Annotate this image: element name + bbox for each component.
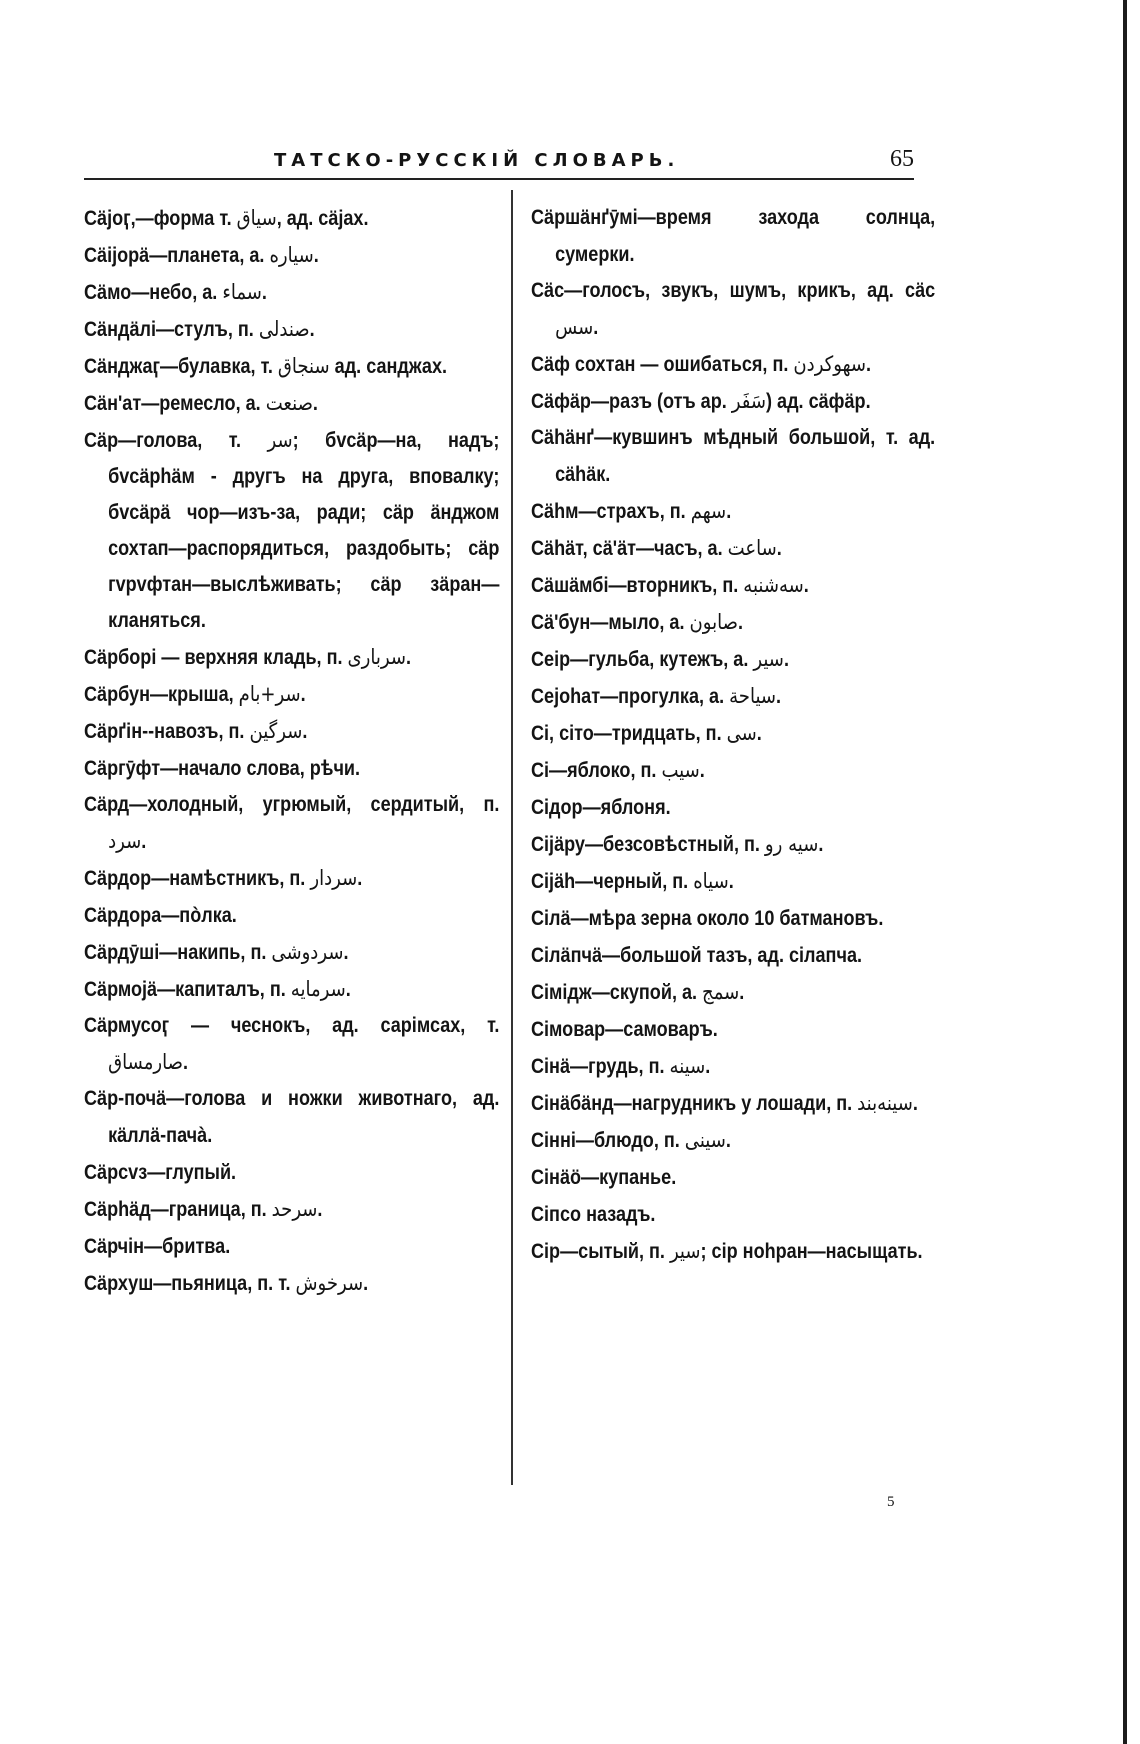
definition-tail: .: [357, 867, 363, 890]
arabic-script: سمج: [702, 980, 740, 1004]
dictionary-entry: [531, 1159, 935, 1196]
entry-separator: —: [570, 1055, 589, 1078]
entry-separator: —: [150, 1198, 169, 1221]
definition: мѣра зерна около 10 батмановъ.: [588, 907, 884, 930]
definition-tail: .: [182, 1051, 188, 1074]
headword: Сiнäö: [531, 1166, 582, 1189]
headword: Сäргӯфт: [84, 757, 161, 780]
headword: Сiнäбäнд: [531, 1092, 614, 1115]
entry-separator: —: [608, 574, 627, 597]
headword: Сijäру: [531, 833, 585, 856]
definition: планета, а.: [167, 244, 270, 267]
headword: Сiлä: [531, 907, 571, 930]
dictionary-entry: [84, 639, 499, 676]
definition: голова и ножки животнаго, ад. кäллä-пачà.: [108, 1087, 500, 1147]
dictionary-entry: [84, 713, 499, 750]
definition: бритва.: [162, 1235, 231, 1258]
arabic-script: سیاق: [236, 206, 277, 230]
headword: Сäр: [84, 429, 119, 452]
page-edge-line: [1123, 0, 1127, 1744]
dictionary-entry: [84, 971, 499, 1008]
definition-tail: .: [739, 981, 745, 1004]
definition: черный, п.: [593, 870, 694, 893]
definition: крыша,: [168, 683, 239, 706]
definition: небо, а.: [149, 281, 223, 304]
definition-tail: .: [726, 500, 732, 523]
headword: Сäфäр: [531, 390, 591, 413]
dictionary-entry: [84, 422, 499, 639]
dictionary-entry: [531, 900, 935, 937]
definition-tail: ; бvсäр—на, надъ; бvсäрhäм - другъ на друга, вповалку; бvсäрä чор—изъ-за, ради; сäр äнджом сохтап—распорядиться, раздобыть; сäр гvрvфтан—выслѣживать; сäр зäран—кланяться.: [108, 429, 500, 632]
definition-tail: .: [309, 318, 315, 341]
definition-tail: ) ад. сäфäр.: [766, 390, 871, 413]
headword: Сä'бун: [531, 611, 591, 634]
arabic-script: سر: [267, 428, 293, 452]
definition-tail: .: [783, 648, 789, 671]
dictionary-entry: [531, 493, 935, 530]
entry-separator: —: [131, 281, 150, 304]
definition: грудь, п.: [588, 1055, 670, 1078]
definition-tail: .: [406, 646, 412, 669]
entry-separator: —: [591, 981, 610, 1004]
entry-separator: —: [118, 429, 137, 452]
column-divider: [511, 190, 513, 1485]
definition: вторникъ, п.: [626, 574, 744, 597]
headword: Сäjоӷ,: [84, 207, 136, 230]
definition: холодный, угрюмый, сердитый, п.: [147, 793, 500, 816]
entry-separator: —: [590, 390, 610, 413]
headword: Сiпсо: [531, 1203, 582, 1226]
dictionary-entry: [84, 1191, 499, 1228]
headword: Сäрдӯшi: [84, 941, 160, 964]
entry-separator: --: [142, 720, 155, 743]
headword: Сäijорä: [84, 244, 150, 267]
arabic-script: سینه‌بند: [857, 1091, 913, 1115]
definition: граница, п.: [168, 1198, 272, 1221]
entry-separator: —: [157, 978, 176, 1001]
headword: Сähäнґ: [531, 426, 595, 449]
definition: блюдо, п.: [593, 1129, 685, 1152]
arabic-script: سه‌شنبه: [743, 573, 804, 597]
definition: гульба, кутежъ, а.: [588, 648, 754, 671]
headword: Сäн'ат: [84, 392, 142, 415]
definition: скупой, а.: [609, 981, 703, 1004]
dictionary-entry: [84, 200, 499, 237]
definition: страхъ, п.: [596, 500, 691, 523]
arabic-script: سیاه: [693, 869, 729, 893]
headword: Сäс: [531, 279, 565, 302]
headword: Сäрхуш: [84, 1272, 154, 1295]
arabic-script: سهم: [690, 499, 727, 523]
dictionary-entry: [84, 1154, 499, 1191]
entry-separator: —: [570, 907, 589, 930]
entry-separator: —: [584, 833, 604, 856]
arabic-script: صندلی: [258, 317, 310, 341]
definition: время захода солнца, сумерки.: [555, 206, 936, 266]
arabic-script: سیاره: [269, 243, 314, 267]
definition: яблоко, п.: [567, 759, 662, 782]
headword: Сiр: [531, 1240, 561, 1263]
headword: Сijäh: [531, 870, 576, 893]
arabic-script: سی: [726, 721, 757, 745]
arabic-script: ساعت: [727, 536, 777, 560]
definition: сохтан — ошибаться, п.: [574, 353, 794, 376]
dictionary-entry: [531, 715, 935, 752]
dictionary-entry: [531, 567, 935, 604]
dictionary-entry: [531, 937, 935, 974]
definition: булавка, т.: [178, 355, 278, 378]
definition: капиталъ, п.: [175, 978, 291, 1001]
definition-tail: .: [776, 537, 782, 560]
headword: Сеiр: [531, 648, 571, 671]
headword: Сäрдор: [84, 867, 152, 890]
entry-separator: —: [590, 611, 609, 634]
definition: назадъ.: [586, 1203, 656, 1226]
entry-separator: —: [155, 318, 175, 341]
definition-tail: .: [141, 830, 147, 853]
dictionary-entry: [84, 897, 499, 934]
entry-separator: —: [149, 683, 169, 706]
headword: Сäрборi: [84, 646, 157, 669]
headword: Сäрд: [84, 793, 130, 816]
entry-separator: —: [602, 944, 621, 967]
definition: начало слова, рѣчи.: [178, 757, 361, 780]
dictionary-entry: [84, 676, 499, 713]
headword: Сiнä: [531, 1055, 571, 1078]
dictionary-entry: [531, 273, 935, 346]
dictionary-entry: [531, 420, 935, 493]
entry-separator: —: [161, 904, 180, 927]
definition: сытый, п.: [578, 1240, 670, 1263]
definition: верхняя кладь, п.: [184, 646, 348, 669]
entry-separator: —: [637, 206, 656, 229]
arabic-script: سس: [555, 315, 594, 339]
definition: стулъ, п.: [174, 318, 259, 341]
definition-tail: .: [912, 1092, 918, 1115]
definition-tail: .: [818, 833, 824, 856]
dictionary-entry: [84, 1228, 499, 1265]
dictionary-entry: [84, 787, 499, 860]
entry-separator: —: [141, 392, 160, 415]
entry-separator: —: [582, 796, 601, 819]
headword: Сäрґiн: [84, 720, 143, 743]
dictionary-entry: [531, 200, 935, 273]
definition: нагрудникъ у лошади, п.: [631, 1092, 858, 1115]
definition-tail: .: [803, 574, 809, 597]
entry-separator: —: [613, 1092, 632, 1115]
dictionary-entry: [531, 752, 935, 789]
definition-tail: .: [699, 759, 705, 782]
dictionary-entry: [84, 237, 499, 274]
definition: часъ, а.: [654, 537, 728, 560]
entry-separator: —: [153, 1272, 172, 1295]
arabic-script: سهوکردن: [793, 352, 867, 376]
definition: купанье.: [599, 1166, 677, 1189]
dictionary-entry: [84, 311, 499, 348]
arabic-script: سرخوش: [295, 1271, 364, 1295]
headword: Сiлäпчä: [531, 944, 603, 967]
dictionary-entry: [531, 530, 935, 567]
right-column: [531, 200, 935, 1270]
arabic-script: سماء: [222, 280, 262, 304]
entry-separator: —: [549, 759, 568, 782]
entry-separator: —: [144, 1235, 163, 1258]
arabic-script: سیب: [661, 758, 700, 782]
arabic-script: سیر: [669, 1239, 701, 1263]
definition: большой тазъ, ад. сiлапча.: [620, 944, 863, 967]
definition-tail: .: [345, 978, 351, 1001]
dictionary-entry: [84, 348, 499, 385]
entry-separator: —: [135, 207, 154, 230]
definition: глупый.: [165, 1161, 237, 1184]
arabic-script: سردوشی: [271, 940, 344, 964]
entry-separator: —: [594, 426, 613, 449]
headword: Сäшäмбi: [531, 574, 609, 597]
definition-tail: .: [705, 1055, 711, 1078]
dictionary-entry: [84, 750, 499, 787]
dictionary-entry: [84, 860, 499, 897]
entry-separator: —: [151, 867, 170, 890]
headword: Сiннi: [531, 1129, 576, 1152]
dictionary-entry: [531, 604, 935, 641]
definition: пьяница, п. т.: [171, 1272, 296, 1295]
arabic-script: سیر: [753, 647, 784, 671]
entry-separator: —: [564, 279, 583, 302]
dictionary-entry: [531, 641, 935, 678]
entry-separator: —: [593, 722, 612, 745]
dictionary-entry: [531, 863, 935, 900]
headword: Сi, сiто: [531, 722, 594, 745]
definition-tail: .: [300, 683, 306, 706]
arabic-script: سنجاق: [277, 354, 330, 378]
arabic-script: سرباری: [347, 645, 407, 669]
entry-separator: —: [605, 1018, 624, 1041]
definition-tail: , ад. сäjах.: [276, 207, 369, 230]
definition-tail: .: [261, 281, 267, 304]
definition-tail: .: [593, 316, 599, 339]
dictionary-entry: [531, 678, 935, 715]
entry-separator: —: [160, 757, 179, 780]
definition-tail: .: [317, 1198, 323, 1221]
entry-separator: —: [635, 537, 655, 560]
dictionary-entry: [84, 934, 499, 971]
dictionary-entry: [84, 1008, 499, 1081]
dictionary-entry: [84, 1265, 499, 1302]
running-title: ТАТСКО-РУССКІЙ СЛОВАРЬ.: [274, 150, 680, 171]
headword: Сäнджаӷ: [84, 355, 161, 378]
dictionary-entry: [531, 974, 935, 1011]
arabic-script: سرد: [108, 829, 142, 853]
headword: Сiмiдж: [531, 981, 592, 1004]
definition: форма т.: [153, 207, 237, 230]
entry-separator: —: [147, 1161, 166, 1184]
headword: Сäрчiн: [84, 1235, 145, 1258]
definition: самоваръ.: [623, 1018, 718, 1041]
dictionary-entry: [84, 274, 499, 311]
definition: пòлка.: [179, 904, 237, 927]
dictionary-entry: [531, 826, 935, 863]
definition-tail: .: [866, 353, 872, 376]
entry-separator: —: [166, 1087, 185, 1110]
headword: Сäндäлi: [84, 318, 156, 341]
definition: накипь, п.: [177, 941, 272, 964]
dictionary-entry: [531, 1011, 935, 1048]
headword: Сiдор: [531, 796, 583, 819]
headword: Сäф: [531, 353, 570, 376]
entry-separator: —: [581, 1166, 600, 1189]
entry-separator: —: [578, 500, 597, 523]
definition-tail: .: [302, 720, 308, 743]
headword: Сiмовар: [531, 1018, 606, 1041]
headword: Сäрдора: [84, 904, 162, 927]
definition: тридцать, п.: [611, 722, 727, 745]
definition-tail: .: [728, 870, 734, 893]
arabic-script: صابون: [689, 610, 738, 634]
dictionary-entry: [531, 346, 935, 383]
arabic-script: صنعت: [265, 391, 313, 415]
definition-tail: .: [343, 941, 349, 964]
definition: ремесло, а.: [159, 392, 266, 415]
definition: чеснокъ, ад. сарiмсах, т.: [230, 1014, 500, 1037]
headword: Сähäт, сä'äт: [531, 537, 636, 560]
entry-separator: —: [575, 870, 594, 893]
definition-tail: ад. санджах.: [329, 355, 448, 378]
headword: Сähм: [531, 500, 579, 523]
arabic-script: سردار: [310, 866, 358, 890]
definition: кувшинъ мѣдный большой, т. ад. сähäк.: [555, 426, 936, 486]
arabic-script: سیاحة: [729, 684, 777, 708]
arabic-script: سینه: [669, 1054, 706, 1078]
entry-separator: —: [159, 941, 178, 964]
entry-separator: —: [560, 1240, 579, 1263]
headword: Сäрмоjä: [84, 978, 158, 1001]
headword: Сäрбун: [84, 683, 150, 706]
left-column: [84, 200, 499, 1302]
headword: Сäрhäд: [84, 1198, 151, 1221]
arabic-script: سَفَر: [731, 389, 767, 413]
definition: разъ (отъ ар.: [609, 390, 732, 413]
definition-tail: .: [312, 392, 318, 415]
definition-tail: .: [725, 1129, 731, 1152]
arabic-script: سیه رو: [764, 832, 819, 856]
arabic-script: سینی: [684, 1128, 726, 1152]
page-header: [84, 146, 914, 176]
entry-separator: —: [570, 648, 589, 671]
header-rule: [84, 178, 914, 180]
entry-separator: —: [156, 646, 185, 669]
entry-separator: —: [129, 793, 148, 816]
definition: намѣстникъ, п.: [169, 867, 311, 890]
headword: Сеjоhат: [531, 685, 601, 708]
definition: прогулка, а.: [618, 685, 730, 708]
dictionary-entry: [531, 1085, 935, 1122]
dictionary-entry: [84, 1081, 499, 1154]
dictionary-entry: [531, 1122, 935, 1159]
definition: голова, т.: [136, 429, 268, 452]
definition: яблоня.: [600, 796, 671, 819]
headword: Сäрсvз: [84, 1161, 148, 1184]
headword: Сäрмусоӷ: [84, 1014, 170, 1037]
definition-tail: .: [776, 685, 782, 708]
arabic-script: سرگین: [249, 719, 303, 743]
definition-tail: ; сiр ноhран—насыщать.: [700, 1240, 923, 1263]
arabic-script: سر+بام: [238, 682, 301, 706]
dictionary-entry: [531, 1233, 935, 1270]
definition-tail: .: [313, 244, 319, 267]
definition-tail: .: [737, 611, 743, 634]
entry-separator: —: [149, 244, 168, 267]
entry-separator: —: [575, 1129, 594, 1152]
headword: Сi: [531, 759, 550, 782]
definition-tail: .: [756, 722, 762, 745]
definition: безсовѣстный, п.: [603, 833, 765, 856]
entry-separator: —: [600, 685, 619, 708]
entry-separator: —: [169, 1014, 231, 1037]
headword: Сäршäнґӯмi: [531, 206, 638, 229]
definition: голосъ, звукъ, шумъ, крикъ, ад. сäс: [582, 279, 936, 302]
headword: Сäмо: [84, 281, 132, 304]
dictionary-entry: [531, 1048, 935, 1085]
arabic-script: سرمایه: [290, 977, 346, 1001]
dictionary-entry: [531, 383, 935, 420]
page-number: 65: [890, 146, 914, 172]
arabic-script: سرحد: [271, 1197, 318, 1221]
entry-separator: —: [160, 355, 179, 378]
definition: мыло, а.: [608, 611, 690, 634]
arabic-script: صارمساق: [108, 1050, 183, 1074]
dictionary-entry: [84, 385, 499, 422]
dictionary-entry: [531, 789, 935, 826]
definition-tail: .: [363, 1272, 369, 1295]
headword: Сäр-почä: [84, 1087, 167, 1110]
dictionary-entry: [531, 1196, 935, 1233]
definition: навозъ, п.: [154, 720, 250, 743]
signature-mark: 5: [887, 1494, 895, 1510]
